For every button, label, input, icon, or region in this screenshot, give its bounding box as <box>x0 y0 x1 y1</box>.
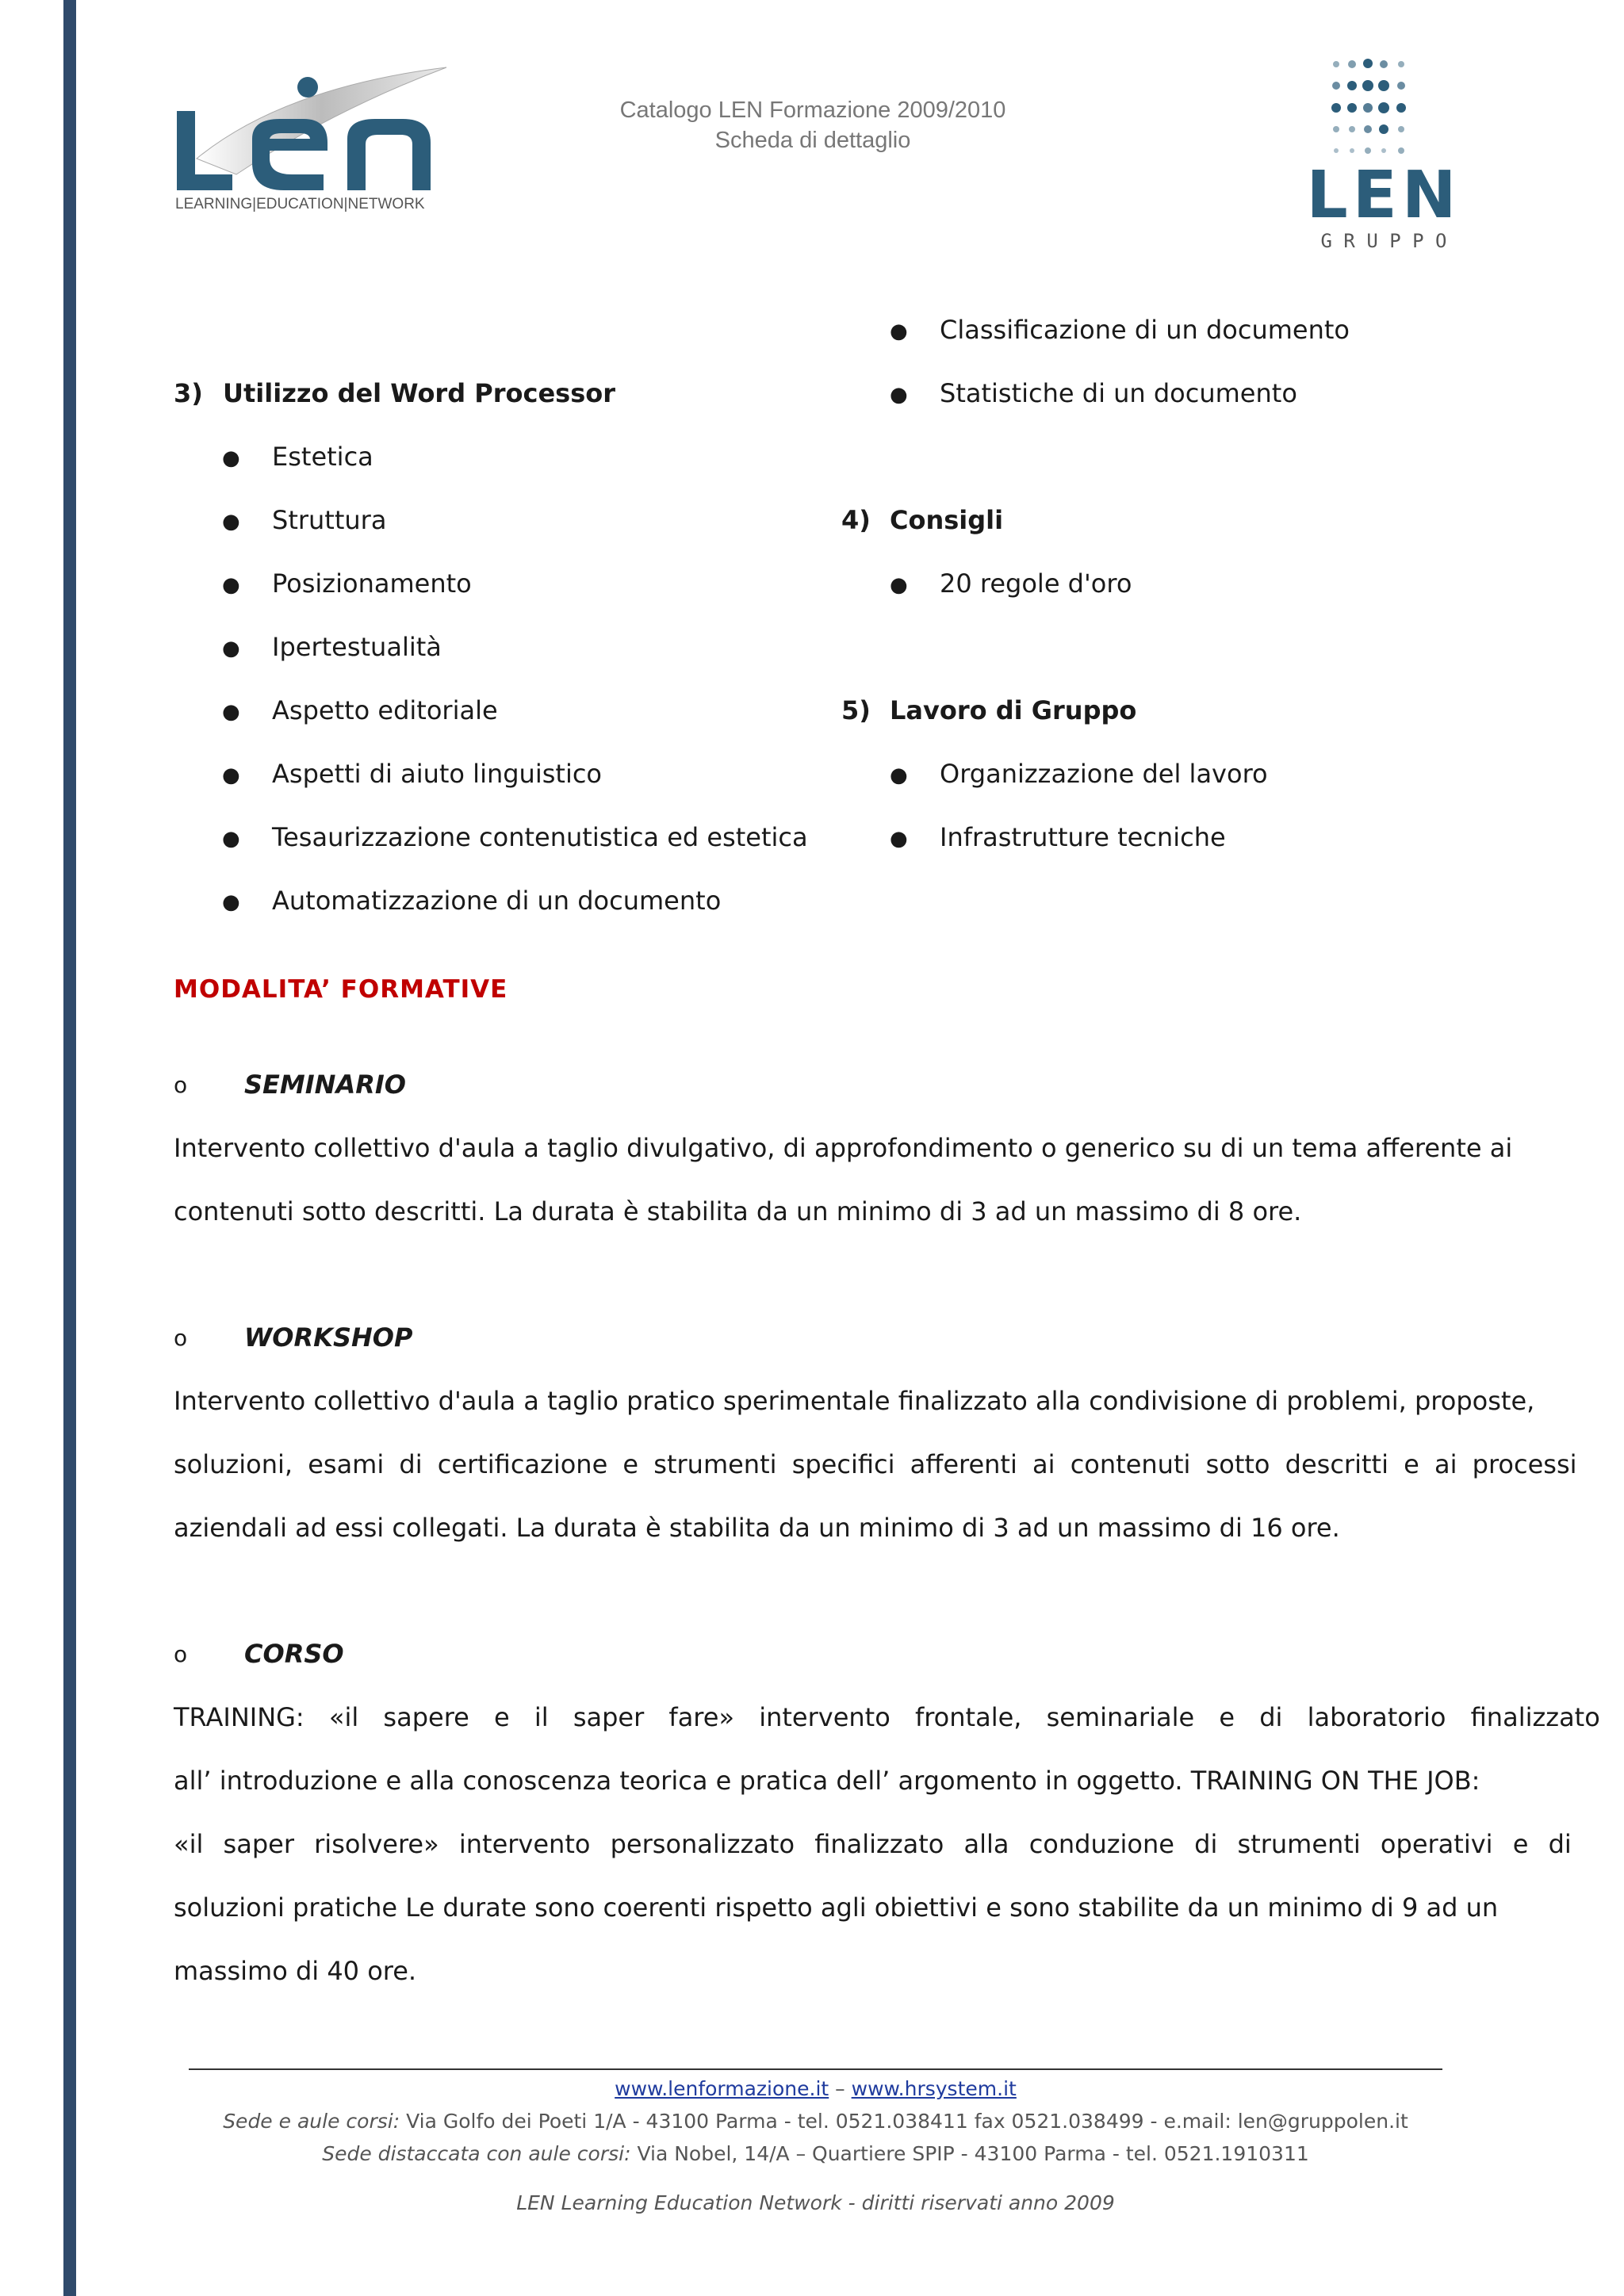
list-item: Infrastrutture tecniche <box>940 822 1226 852</box>
hrsystem-link[interactable]: www.hrsystem.it <box>851 2077 1017 2100</box>
gruppo-logo-text: LEN <box>1306 158 1461 233</box>
list-item: Classificazione di un documento <box>940 315 1350 345</box>
seminario-title: SEMINARIO <box>244 1070 406 1100</box>
bullet-icon: ● <box>222 510 240 534</box>
list-item: Struttura <box>272 505 387 535</box>
len-gruppo-logo <box>1293 52 1475 258</box>
footer-sede <box>189 2110 1442 2133</box>
corso-line: soluzioni pratiche Le durate sono coerenti rispetto agli obiettivi e sono stabilite da un minimo di 9 ad un <box>174 1892 1499 1923</box>
section-number: 3) <box>174 378 203 408</box>
bullet-icon: ● <box>890 573 908 597</box>
bullet-icon: ● <box>890 320 908 343</box>
seminario-line: Intervento collettivo d'aula a taglio divulgativo, di approfondimento o generico su di un tema afferente ai <box>174 1133 1513 1163</box>
workshop-line: aziendali ad essi collegati. La durata è stabilita da un minimo di 3 ad un massimo di 16 ore. <box>174 1513 1340 1543</box>
corso-line: «il saper risolvere» intervento personalizzato finalizzato alla conduzione di strumenti operativi e di <box>174 1829 1572 1859</box>
bullet-icon: ● <box>222 446 240 470</box>
list-item: Aspetti di aiuto linguistico <box>272 759 602 789</box>
circle-bullet-icon: o <box>174 1072 188 1098</box>
left-border-bar <box>63 0 76 2296</box>
corso-title: CORSO <box>244 1639 344 1669</box>
lenformazione-link[interactable]: www.lenformazione.it <box>615 2077 829 2100</box>
section-title: Utilizzo del Word Processor <box>223 378 615 408</box>
list-item: Ipertestualità <box>272 632 442 662</box>
len-logo <box>173 63 458 214</box>
bullet-icon: ● <box>222 573 240 597</box>
footer-links <box>189 2077 1442 2100</box>
list-item: Posizionamento <box>272 568 472 599</box>
bullet-icon: ● <box>890 763 908 787</box>
bullet-icon: ● <box>222 763 240 787</box>
bullet-icon: ● <box>222 637 240 660</box>
list-item: Tesaurizzazione contenutistica ed estetica <box>272 822 808 852</box>
footer-divider <box>189 2068 1442 2070</box>
workshop-line: soluzioni, esami di certificazione e strumenti specifici afferenti ai contenuti sotto descritti e ai processi <box>174 1449 1577 1479</box>
sede2-text: Via Nobel, 14/A – Quartiere SPIP - 43100 Parma - tel. 0521.1910311 <box>637 2142 1309 2165</box>
list-item: Organizzazione del lavoro <box>940 759 1268 789</box>
corso-line: TRAINING: «il sapere e il saper fare» intervento frontale, seminariale e di laboratorio finalizzato <box>174 1702 1600 1732</box>
bullet-icon: ● <box>222 827 240 851</box>
list-item: Estetica <box>272 442 373 472</box>
header-text <box>555 95 1071 155</box>
circle-bullet-icon: o <box>174 1325 188 1351</box>
section-title: Consigli <box>890 505 1004 535</box>
list-item: Aspetto editoriale <box>272 695 498 725</box>
bullet-icon: ● <box>890 827 908 851</box>
gruppo-logo-sub: G R U P P O <box>1320 230 1447 252</box>
modalita-heading: MODALITA’ FORMATIVE <box>174 975 508 1004</box>
workshop-line: Intervento collettivo d'aula a taglio pratico sperimentale finalizzato alla condivisione di problemi, proposte, <box>174 1386 1535 1416</box>
sede-text: Via Golfo dei Poeti 1/A - 43100 Parma - tel. 0521.038411 fax 0521.038499 - e.mail: len@gruppolen.it <box>406 2110 1408 2133</box>
bullet-icon: ● <box>222 700 240 724</box>
footer-sede-distaccata <box>189 2142 1442 2165</box>
bullet-icon: ● <box>890 383 908 407</box>
list-item: Statistiche di un documento <box>940 378 1297 408</box>
bullet-icon: ● <box>222 890 240 914</box>
section-number: 4) <box>841 505 871 535</box>
corso-line: all’ introduzione e alla conoscenza teorica e pratica dell’ argomento in oggetto. TRAINING ON THE JOB: <box>174 1766 1480 1796</box>
catalog-title: Catalogo LEN Formazione 2009/2010 <box>619 98 1006 123</box>
catalog-subtitle: Scheda di dettaglio <box>714 128 911 153</box>
list-item: Automatizzazione di un documento <box>272 886 722 916</box>
section-title: Lavoro di Gruppo <box>890 695 1137 725</box>
footer-copyright: LEN Learning Education Network - diritti riservati anno 2009 <box>516 2191 1115 2214</box>
corso-line: massimo di 40 ore. <box>174 1956 417 1986</box>
footer-separator: – <box>835 2077 845 2100</box>
len-logo-tagline: LEARNING|EDUCATION|NETWORK <box>175 196 425 212</box>
workshop-title: WORKSHOP <box>244 1322 413 1353</box>
seminario-line: contenuti sotto descritti. La durata è stabilita da un minimo di 3 ad un massimo di 8 ore. <box>174 1196 1302 1226</box>
circle-bullet-icon: o <box>174 1641 188 1667</box>
section-number: 5) <box>841 695 871 725</box>
sede-label: Sede e aule corsi: <box>223 2110 400 2133</box>
list-item: 20 regole d'oro <box>940 568 1132 599</box>
sede2-label: Sede distaccata con aule corsi: <box>322 2142 631 2165</box>
